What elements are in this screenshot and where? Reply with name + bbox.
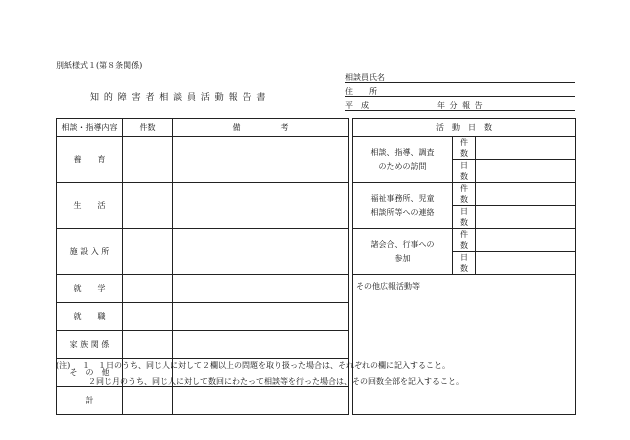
- activity-value-cell[interactable]: [476, 183, 576, 206]
- unit-days: 日 数: [453, 206, 476, 229]
- header-remarks: 備 考: [173, 119, 349, 137]
- row-label-living: 生 活: [57, 183, 123, 229]
- note-1: １ １日のうち、同じ人に対して２欄以上の問題を取り扱った場合は、それぞれの欄に記入すること。: [82, 361, 450, 370]
- activity-value-cell[interactable]: [476, 137, 576, 160]
- remarks-cell[interactable]: [173, 331, 349, 359]
- activity-label-liaison: 福祉事務所、児童 相談所等への連絡: [353, 183, 453, 229]
- page-title: 知 的 障 害 者 相 談 員 活 動 報 告 書: [90, 93, 267, 103]
- other-activities-label: その他広報活動等: [356, 282, 420, 291]
- notes-prefix: (注): [56, 361, 71, 370]
- unit-days: 日 数: [453, 252, 476, 275]
- header-content: 相談・指導内容: [57, 119, 123, 137]
- row-label-facility-admission: 施 設 入 所: [57, 229, 123, 275]
- header-count: 件数: [123, 119, 173, 137]
- count-cell[interactable]: [123, 137, 173, 183]
- count-cell[interactable]: [123, 387, 173, 415]
- activity-label-visit: 相談、指導、調査 のための訪問: [353, 137, 453, 183]
- remarks-cell[interactable]: [173, 387, 349, 415]
- row-label-employment: 就 職: [57, 303, 123, 331]
- era-label: 平 成: [345, 101, 369, 110]
- unit-count: 件 数: [453, 229, 476, 252]
- count-cell[interactable]: [123, 303, 173, 331]
- other-activities-area[interactable]: [353, 275, 576, 415]
- name-underline: [345, 82, 575, 83]
- remarks-cell[interactable]: [173, 183, 349, 229]
- form-reference: 別紙様式１(第８条関係): [56, 61, 143, 70]
- address-underline: [345, 96, 575, 97]
- row-label-family-relations: 家 族 関 係: [57, 331, 123, 359]
- count-cell[interactable]: [123, 183, 173, 229]
- header-activity-days: 活 動 日 数: [353, 119, 576, 137]
- activity-label-meetings: 諸会合、行事への 参加: [353, 229, 453, 275]
- row-label-schooling: 就 学: [57, 275, 123, 303]
- row-label-parenting: 養 育: [57, 137, 123, 183]
- note-2: ２同じ月のうち、同じ人に対して数回にわたって相談等を行った場合は、その回数全部を記入すること。: [88, 377, 464, 386]
- remarks-cell[interactable]: [173, 303, 349, 331]
- row-label-total: 計: [57, 387, 123, 415]
- name-label: 相談員氏名: [345, 73, 385, 82]
- period-underline: [345, 110, 575, 111]
- row-label-other: そ の 他: [57, 359, 123, 387]
- activity-value-cell[interactable]: [476, 229, 576, 252]
- activity-value-cell[interactable]: [476, 206, 576, 229]
- remarks-cell[interactable]: [173, 275, 349, 303]
- unit-count: 件 数: [453, 137, 476, 160]
- unit-count: 件 数: [453, 183, 476, 206]
- report-period-label: 年 分 報 告: [437, 101, 484, 110]
- remarks-cell[interactable]: [173, 137, 349, 183]
- unit-days: 日 数: [453, 160, 476, 183]
- activity-value-cell[interactable]: [476, 252, 576, 275]
- count-cell[interactable]: [123, 229, 173, 275]
- address-label: 住 所: [345, 87, 377, 96]
- count-cell[interactable]: [123, 331, 173, 359]
- count-cell[interactable]: [123, 275, 173, 303]
- activity-value-cell[interactable]: [476, 160, 576, 183]
- remarks-cell[interactable]: [173, 229, 349, 275]
